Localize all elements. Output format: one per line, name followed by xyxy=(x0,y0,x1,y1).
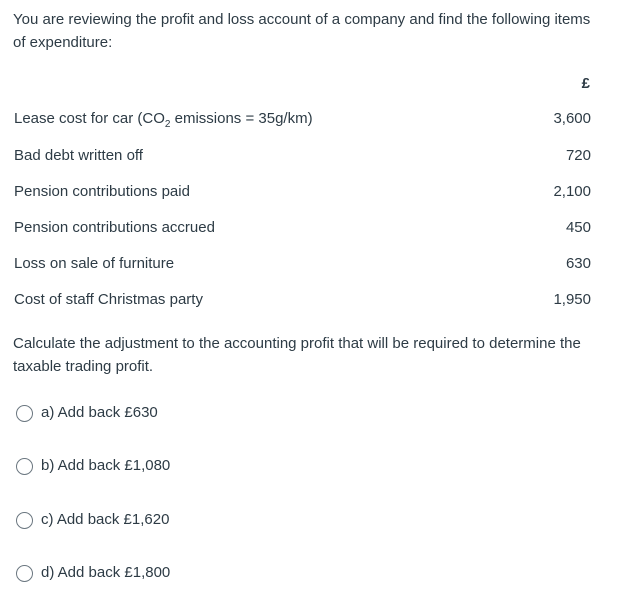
expense-label: Bad debt written off xyxy=(14,147,143,164)
answer-option-label[interactable]: d) Add back £1,800 xyxy=(41,564,171,581)
radio-button[interactable] xyxy=(16,565,33,582)
expense-amount: 720 xyxy=(565,147,591,164)
expense-amount: 3,600 xyxy=(553,110,591,127)
expense-amount: 2,100 xyxy=(553,183,591,200)
question-intro: You are reviewing the profit and loss account of a company and find the following items of expenditure: xyxy=(13,11,591,51)
answer-option-d[interactable] xyxy=(16,562,170,584)
answer-option-label[interactable]: c) Add back £1,620 xyxy=(41,511,170,528)
expense-row xyxy=(14,145,591,167)
answer-option-b[interactable] xyxy=(16,455,170,477)
expense-amount: 450 xyxy=(565,219,591,236)
expense-label: Pension contributions paid xyxy=(14,183,190,200)
expense-row xyxy=(14,181,591,203)
expense-label: Cost of staff Christmas party xyxy=(14,291,203,308)
radio-button[interactable] xyxy=(16,458,33,475)
expense-row xyxy=(14,289,591,311)
answer-option-label[interactable]: b) Add back £1,080 xyxy=(41,457,171,474)
answer-option-label[interactable]: a) Add back £630 xyxy=(41,404,158,421)
radio-button[interactable] xyxy=(16,512,33,529)
expense-label: Pension contributions accrued xyxy=(14,219,215,236)
question-prompt: Calculate the adjustment to the accounting profit that will be required to determine the taxable trading profit. xyxy=(13,335,581,375)
radio-button[interactable] xyxy=(16,405,33,422)
expense-amount: 630 xyxy=(565,255,591,272)
expense-amount: 1,950 xyxy=(553,291,591,308)
expense-label: Loss on sale of furniture xyxy=(14,255,175,272)
expense-row xyxy=(14,108,591,130)
expense-label: Lease cost for car ($CO_2$ emissions = 35g/km) xyxy=(14,110,313,130)
expense-row xyxy=(14,253,591,275)
currency-column-header: £ xyxy=(581,75,590,92)
answer-option-a[interactable] xyxy=(16,402,158,424)
expense-row xyxy=(14,217,591,239)
answer-option-c[interactable] xyxy=(16,509,169,531)
